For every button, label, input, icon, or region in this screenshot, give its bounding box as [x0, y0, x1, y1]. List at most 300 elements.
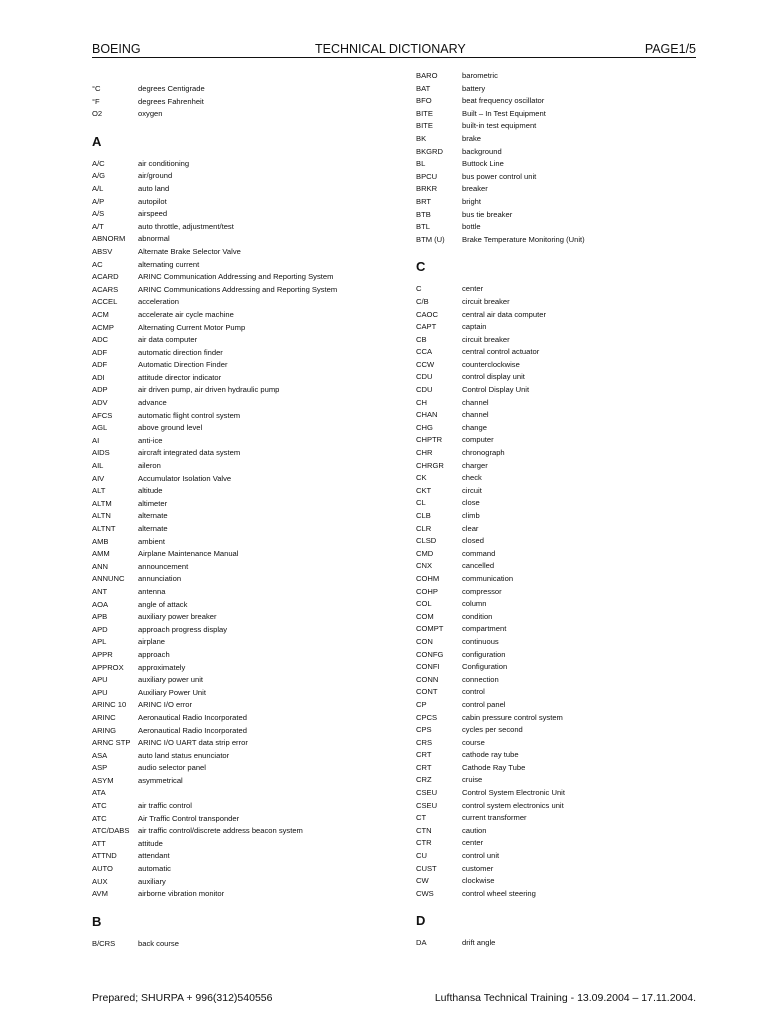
dictionary-entry [92, 762, 392, 775]
dictionary-entry [416, 573, 716, 586]
entry-definition: back course [138, 938, 179, 948]
entry-abbreviation: AI [92, 435, 100, 445]
dictionary-entry [92, 510, 392, 523]
entry-abbreviation: AMM [92, 549, 110, 559]
dictionary-entry [416, 510, 716, 523]
entry-definition: continuous [462, 636, 499, 646]
entry-abbreviation: CSEU [416, 788, 438, 798]
entry-definition: computer [462, 435, 494, 445]
header-publisher: BOEING [92, 42, 141, 56]
entry-abbreviation: BAT [416, 83, 431, 93]
dictionary-entry [92, 687, 392, 700]
entry-abbreviation: ABSV [92, 246, 113, 256]
dictionary-entry [416, 183, 716, 196]
entry-definition: cruise [462, 775, 483, 785]
entry-abbreviation: ATC [92, 813, 107, 823]
entry-abbreviation: ADI [92, 372, 105, 382]
entry-definition: circuit breaker [462, 334, 510, 344]
entry-definition: auto land status enunciator [138, 750, 230, 760]
entry-abbreviation: COL [416, 599, 432, 609]
dictionary-entry [416, 497, 716, 510]
dictionary-entry [92, 938, 392, 951]
entry-definition: circuit breaker [462, 296, 510, 306]
entry-abbreviation: A/P [92, 196, 105, 206]
entry-definition: air conditioning [138, 158, 190, 168]
entry-abbreviation: CRT [416, 762, 432, 772]
dictionary-entry [416, 636, 716, 649]
entry-abbreviation: ARINC 10 [92, 700, 127, 710]
entry-definition: communication [462, 573, 514, 583]
entry-abbreviation: AVM [92, 889, 108, 899]
dictionary-entry [92, 800, 392, 813]
dictionary-entry [416, 108, 716, 121]
entry-abbreviation: ABNORM [92, 234, 126, 244]
entry-definition: compartment [462, 624, 507, 634]
entry-definition: angle of attack [138, 599, 188, 609]
entry-definition: aileron [138, 461, 161, 471]
dictionary-entry [416, 674, 716, 687]
entry-abbreviation: CRS [416, 737, 433, 747]
dictionary-entry [92, 725, 392, 738]
dictionary-entry [92, 435, 392, 448]
dictionary-entry [92, 284, 392, 297]
entry-definition: alternate [138, 524, 168, 533]
entry-definition: clear [462, 523, 479, 533]
dictionary-entry [416, 296, 716, 309]
dictionary-entry [92, 334, 392, 347]
entry-definition: Automatic Direction Finder [138, 360, 228, 370]
entry-definition: air driven pump, air driven hydraulic pump [138, 385, 280, 395]
entry-definition: configuration [462, 649, 506, 659]
header-page-number: PAGE1/5 [644, 42, 696, 56]
entry-abbreviation: C/B [416, 296, 429, 306]
entry-definition: current transformer [462, 813, 527, 823]
entry-definition: autopilot [138, 196, 167, 206]
dictionary-entry [416, 460, 716, 473]
dictionary-entry [416, 623, 716, 636]
dictionary-entry [92, 838, 392, 851]
entry-definition: Air Traffic Control transponder [138, 813, 240, 823]
entry-definition: airborne vibration monitor [138, 889, 225, 899]
entry-abbreviation: AUTO [92, 864, 113, 874]
entry-definition: column [462, 599, 487, 609]
dictionary-entry [416, 661, 716, 674]
dictionary-entry [92, 96, 392, 109]
entry-definition: Auxiliary Power Unit [138, 687, 206, 697]
dictionary-entry [92, 850, 392, 863]
dictionary-entry [416, 70, 716, 83]
entry-abbreviation: CPS [416, 725, 432, 735]
entry-definition: alternating current [138, 259, 200, 269]
entry-definition: attitude director indicator [138, 372, 222, 382]
dictionary-entry [416, 535, 716, 548]
entry-definition: center [462, 838, 484, 848]
entry-definition: degrees Fahrenheit [138, 96, 204, 106]
entry-abbreviation: A/L [92, 183, 104, 193]
dictionary-entry [416, 560, 716, 573]
entry-abbreviation: CRT [416, 750, 432, 760]
entry-abbreviation: CL [416, 498, 426, 508]
entry-definition: auto throttle, adjustment/test [138, 221, 234, 231]
entry-abbreviation: ACARD [92, 272, 119, 282]
entry-definition: check [462, 473, 482, 483]
entry-definition: Aeronautical Radio Incorporated [138, 725, 247, 735]
dictionary-entry [92, 221, 392, 234]
dictionary-entry [416, 359, 716, 372]
dictionary-entry [416, 937, 716, 950]
dictionary-entry [92, 460, 392, 473]
dictionary-entry [92, 322, 392, 335]
entry-definition: airplane [138, 637, 166, 647]
entry-definition: Alternating Current Motor Pump [138, 322, 246, 332]
header-divider [92, 57, 696, 58]
entry-abbreviation: CONFI [416, 662, 440, 672]
entry-definition: anti-ice [138, 435, 163, 445]
entry-definition: channel [462, 410, 489, 420]
entry-definition: ARINC Communication Addressing and Reporting System [138, 272, 334, 282]
entry-definition: Built – In Test Equipment [462, 108, 546, 118]
entry-definition: chronograph [462, 448, 505, 458]
entry-definition: control wheel steering [462, 888, 536, 898]
entry-abbreviation: APU [92, 675, 108, 685]
header-title: TECHNICAL DICTIONARY [315, 42, 466, 56]
entry-abbreviation: CSEU [416, 800, 438, 810]
dictionary-entry [416, 472, 716, 485]
entry-definition: customer [462, 863, 494, 873]
entry-definition: Cathode Ray Tube [462, 762, 526, 772]
dictionary-entry [92, 83, 392, 96]
dictionary-entry [416, 384, 716, 397]
dictionary-entry [416, 863, 716, 876]
entry-definition: auxiliary [138, 876, 166, 886]
dictionary-entry [416, 133, 716, 146]
dictionary-entry [92, 309, 392, 322]
entry-definition: circuit [462, 485, 482, 495]
entry-definition: clockwise [462, 876, 495, 886]
entry-abbreviation: CUST [416, 863, 437, 873]
entry-abbreviation: CHR [416, 448, 433, 458]
dictionary-entry [92, 347, 392, 360]
entry-abbreviation: CHRGR [416, 460, 444, 470]
entry-abbreviation: AIDS [92, 448, 110, 458]
entry-definition: compressor [462, 586, 502, 596]
entry-definition: cycles per second [462, 725, 523, 735]
section-heading: B [92, 913, 102, 929]
entry-abbreviation: AOA [92, 599, 109, 609]
dictionary-entry [416, 321, 716, 334]
entry-abbreviation: CU [416, 851, 427, 861]
dictionary-entry [416, 196, 716, 209]
entry-abbreviation: CB [416, 334, 427, 344]
dictionary-entry [416, 397, 716, 410]
dictionary-entry [416, 334, 716, 347]
entry-definition: automatic [138, 864, 171, 874]
dictionary-entry [92, 208, 392, 221]
entry-definition: above ground level [138, 423, 203, 433]
dictionary-entry [92, 447, 392, 460]
entry-abbreviation: AIL [92, 461, 104, 471]
entry-definition: Control System Electronic Unit [462, 788, 565, 798]
footer-prepared-by: Prepared; SHURPA + 996(312)540556 [92, 992, 273, 1004]
dictionary-entry [416, 586, 716, 599]
entry-definition: airspeed [138, 209, 168, 219]
entry-abbreviation: ANN [92, 561, 109, 571]
entry-definition: cathode ray tube [462, 750, 519, 760]
entry-abbreviation: CKT [416, 485, 432, 495]
entry-abbreviation: CWS [416, 888, 434, 898]
entry-abbreviation: CON [416, 636, 433, 646]
entry-abbreviation: C [416, 284, 422, 294]
dictionary-entry [92, 523, 392, 536]
entry-definition: annunciation [138, 574, 182, 584]
entry-abbreviation: CMD [416, 548, 434, 558]
dictionary-entry [92, 498, 392, 511]
entry-abbreviation: ADP [92, 385, 108, 395]
entry-definition: automatic direction finder [138, 347, 223, 357]
dictionary-entry [92, 108, 392, 121]
entry-definition: center [462, 284, 484, 294]
entry-definition: bus tie breaker [462, 209, 513, 219]
entry-definition: bottle [462, 222, 481, 232]
entry-definition: auxiliary power unit [138, 675, 203, 685]
dictionary-entry [416, 523, 716, 536]
entry-abbreviation: ATC [92, 801, 107, 811]
entry-abbreviation: CH [416, 397, 427, 407]
entry-definition: air traffic control/discrete address beacon system [138, 826, 303, 836]
entry-definition: announcement [138, 561, 189, 571]
dictionary-entry [416, 548, 716, 561]
entry-abbreviation: ARINC [92, 712, 116, 722]
entry-abbreviation: A/T [92, 221, 104, 231]
entry-abbreviation: BFO [416, 96, 432, 106]
entry-abbreviation: BTM (U) [416, 234, 445, 244]
entry-abbreviation: CHPTR [416, 435, 443, 445]
dictionary-entry [92, 712, 392, 725]
entry-abbreviation: ASP [92, 763, 108, 773]
entry-abbreviation: CONN [416, 674, 439, 684]
dictionary-entry [92, 410, 392, 423]
entry-abbreviation: CAPT [416, 322, 437, 332]
entry-definition: counterclockwise [462, 359, 520, 369]
entry-abbreviation: ARNC STP [92, 738, 131, 748]
entry-abbreviation: ALTN [92, 511, 111, 521]
page-header [92, 42, 696, 58]
entry-abbreviation: ALTM [92, 498, 112, 508]
dictionary-entry [416, 686, 716, 699]
dictionary-entry [92, 737, 392, 750]
entry-abbreviation: ADV [92, 398, 108, 408]
dictionary-column-right [416, 70, 716, 950]
entry-abbreviation: BKGRD [416, 146, 444, 156]
entry-definition: antenna [138, 586, 166, 596]
entry-definition: captain [462, 322, 487, 332]
entry-abbreviation: CP [416, 699, 427, 709]
entry-definition: Configuration [462, 662, 508, 672]
entry-abbreviation: CPCS [416, 712, 438, 722]
entry-definition: abnormal [138, 234, 170, 244]
dictionary-entry [416, 774, 716, 787]
entry-definition: drift angle [462, 938, 496, 948]
entry-definition: background [462, 146, 502, 156]
entry-abbreviation: COM [416, 611, 434, 621]
entry-definition: approach progress display [138, 624, 228, 634]
entry-definition: altimeter [138, 498, 168, 508]
entry-definition: charger [462, 460, 488, 470]
dictionary-entry [416, 737, 716, 750]
entry-abbreviation: A/S [92, 209, 105, 219]
entry-abbreviation: ATTND [92, 851, 117, 861]
entry-abbreviation: B/CRS [92, 938, 116, 948]
dictionary-entry [92, 158, 392, 171]
entry-definition: barometric [462, 71, 498, 80]
entry-definition: ARINC Communications Addressing and Reporting System [138, 284, 338, 294]
dictionary-entry [92, 750, 392, 763]
entry-definition: brake [462, 133, 481, 143]
dictionary-entry [416, 447, 716, 460]
entry-definition: change [462, 422, 487, 432]
entry-definition: Buttock Line [462, 159, 504, 169]
entry-definition: cancelled [462, 561, 495, 571]
entry-abbreviation: APPR [92, 649, 113, 659]
entry-abbreviation: O2 [92, 109, 103, 119]
footer-training-info: Lufthansa Technical Training - 13.09.2004 – 17.11.2004. [434, 992, 696, 1004]
entry-definition: Control Display Unit [462, 385, 530, 395]
dictionary-entry [416, 598, 716, 611]
dictionary-entry [416, 888, 716, 901]
dictionary-entry [416, 171, 716, 184]
dictionary-entry [92, 636, 392, 649]
entry-definition: Accumulator Isolation Valve [138, 473, 232, 483]
dictionary-entry [416, 158, 716, 171]
dictionary-entry [92, 196, 392, 209]
entry-abbreviation: A/C [92, 158, 105, 168]
dictionary-entry [416, 221, 716, 234]
entry-definition: oxygen [138, 109, 163, 119]
dictionary-entry [416, 787, 716, 800]
entry-definition [138, 787, 392, 800]
entry-abbreviation: CHAN [416, 410, 438, 420]
dictionary-entry [92, 888, 392, 901]
entry-definition: beat frequency oscillator [462, 96, 545, 106]
entry-abbreviation: °C [92, 84, 101, 93]
section-heading: A [92, 133, 102, 149]
entry-abbreviation: BL [416, 159, 426, 169]
dictionary-entry [92, 485, 392, 498]
entry-abbreviation: CLR [416, 523, 432, 533]
entry-definition: Brake Temperature Monitoring (Unit) [462, 234, 585, 244]
section-heading: C [416, 259, 426, 275]
dictionary-entry [416, 649, 716, 662]
entry-abbreviation: ATA [92, 788, 106, 798]
entry-definition: condition [462, 611, 493, 621]
dictionary-entry [92, 384, 392, 397]
entry-abbreviation: ANNUNC [92, 574, 125, 584]
entry-definition: acceleration [138, 297, 179, 307]
entry-abbreviation: ACARS [92, 284, 119, 294]
dictionary-entry [92, 624, 392, 637]
dictionary-entry [416, 875, 716, 888]
dictionary-entry [416, 120, 716, 133]
entry-definition: attendant [138, 851, 170, 861]
entry-abbreviation: CLSD [416, 536, 437, 546]
entry-definition: advance [138, 398, 167, 408]
entry-definition: command [462, 548, 496, 558]
entry-definition: bright [462, 196, 481, 206]
entry-definition: control system electronics unit [462, 800, 564, 810]
entry-definition: control unit [462, 851, 500, 861]
dictionary-entry [416, 699, 716, 712]
dictionary-entry [92, 183, 392, 196]
entry-abbreviation: CK [416, 473, 427, 483]
entry-abbreviation: CDU [416, 372, 433, 382]
entry-definition: degrees Centigrade [138, 84, 205, 93]
entry-definition: climb [462, 511, 480, 520]
entry-abbreviation: CDU [416, 385, 433, 395]
entry-definition: Aeronautical Radio Incorporated [138, 712, 247, 722]
entry-definition: Airplane Maintenance Manual [138, 549, 239, 559]
entry-abbreviation: COHP [416, 586, 438, 596]
entry-abbreviation: DA [416, 938, 427, 948]
dictionary-entry [416, 812, 716, 825]
entry-abbreviation: ACCEL [92, 297, 118, 307]
entry-definition: Alternate Brake Selector Valve [138, 246, 241, 256]
dictionary-entry [416, 825, 716, 838]
entry-definition: ARINC I/O error [138, 700, 193, 710]
dictionary-entry [416, 371, 716, 384]
entry-definition: altitude [138, 486, 163, 496]
dictionary-entry [92, 662, 392, 675]
dictionary-entry [92, 233, 392, 246]
entry-abbreviation: ALT [92, 486, 106, 496]
entry-abbreviation: ARING [92, 725, 117, 735]
entry-definition: built-in test equipment [462, 121, 537, 131]
entry-abbreviation: BRT [416, 196, 432, 206]
entry-abbreviation: CT [416, 813, 427, 823]
entry-abbreviation: CTR [416, 838, 432, 848]
dictionary-entry [92, 674, 392, 687]
dictionary-entry [92, 573, 392, 586]
dictionary-entry [92, 876, 392, 889]
entry-definition: approach [138, 649, 170, 659]
entry-abbreviation: APPROX [92, 662, 124, 672]
dictionary-entry [92, 170, 392, 183]
dictionary-entry [92, 863, 392, 876]
dictionary-entry [416, 800, 716, 813]
entry-definition: close [462, 498, 480, 508]
entry-abbreviation: AUX [92, 876, 108, 886]
dictionary-entry [92, 586, 392, 599]
dictionary-entry [416, 309, 716, 322]
entry-definition: central control actuator [462, 347, 540, 357]
entry-abbreviation: CLB [416, 511, 431, 520]
entry-definition: control panel [462, 699, 506, 709]
section-heading: D [416, 913, 426, 929]
dictionary-entry [92, 561, 392, 574]
entry-definition: ambient [138, 536, 166, 546]
dictionary-entry [92, 649, 392, 662]
entry-abbreviation: ADF [92, 360, 108, 370]
entry-definition: approximately [138, 662, 186, 672]
entry-abbreviation: BRKR [416, 184, 438, 194]
entry-abbreviation: ADC [92, 335, 109, 345]
entry-abbreviation: ADF [92, 347, 108, 357]
entry-abbreviation: BITE [416, 108, 433, 118]
dictionary-entry [416, 422, 716, 435]
entry-abbreviation: AFCS [92, 410, 113, 420]
entry-abbreviation: CONFG [416, 649, 444, 659]
dictionary-entry [92, 271, 392, 284]
entry-abbreviation: BK [416, 133, 427, 143]
